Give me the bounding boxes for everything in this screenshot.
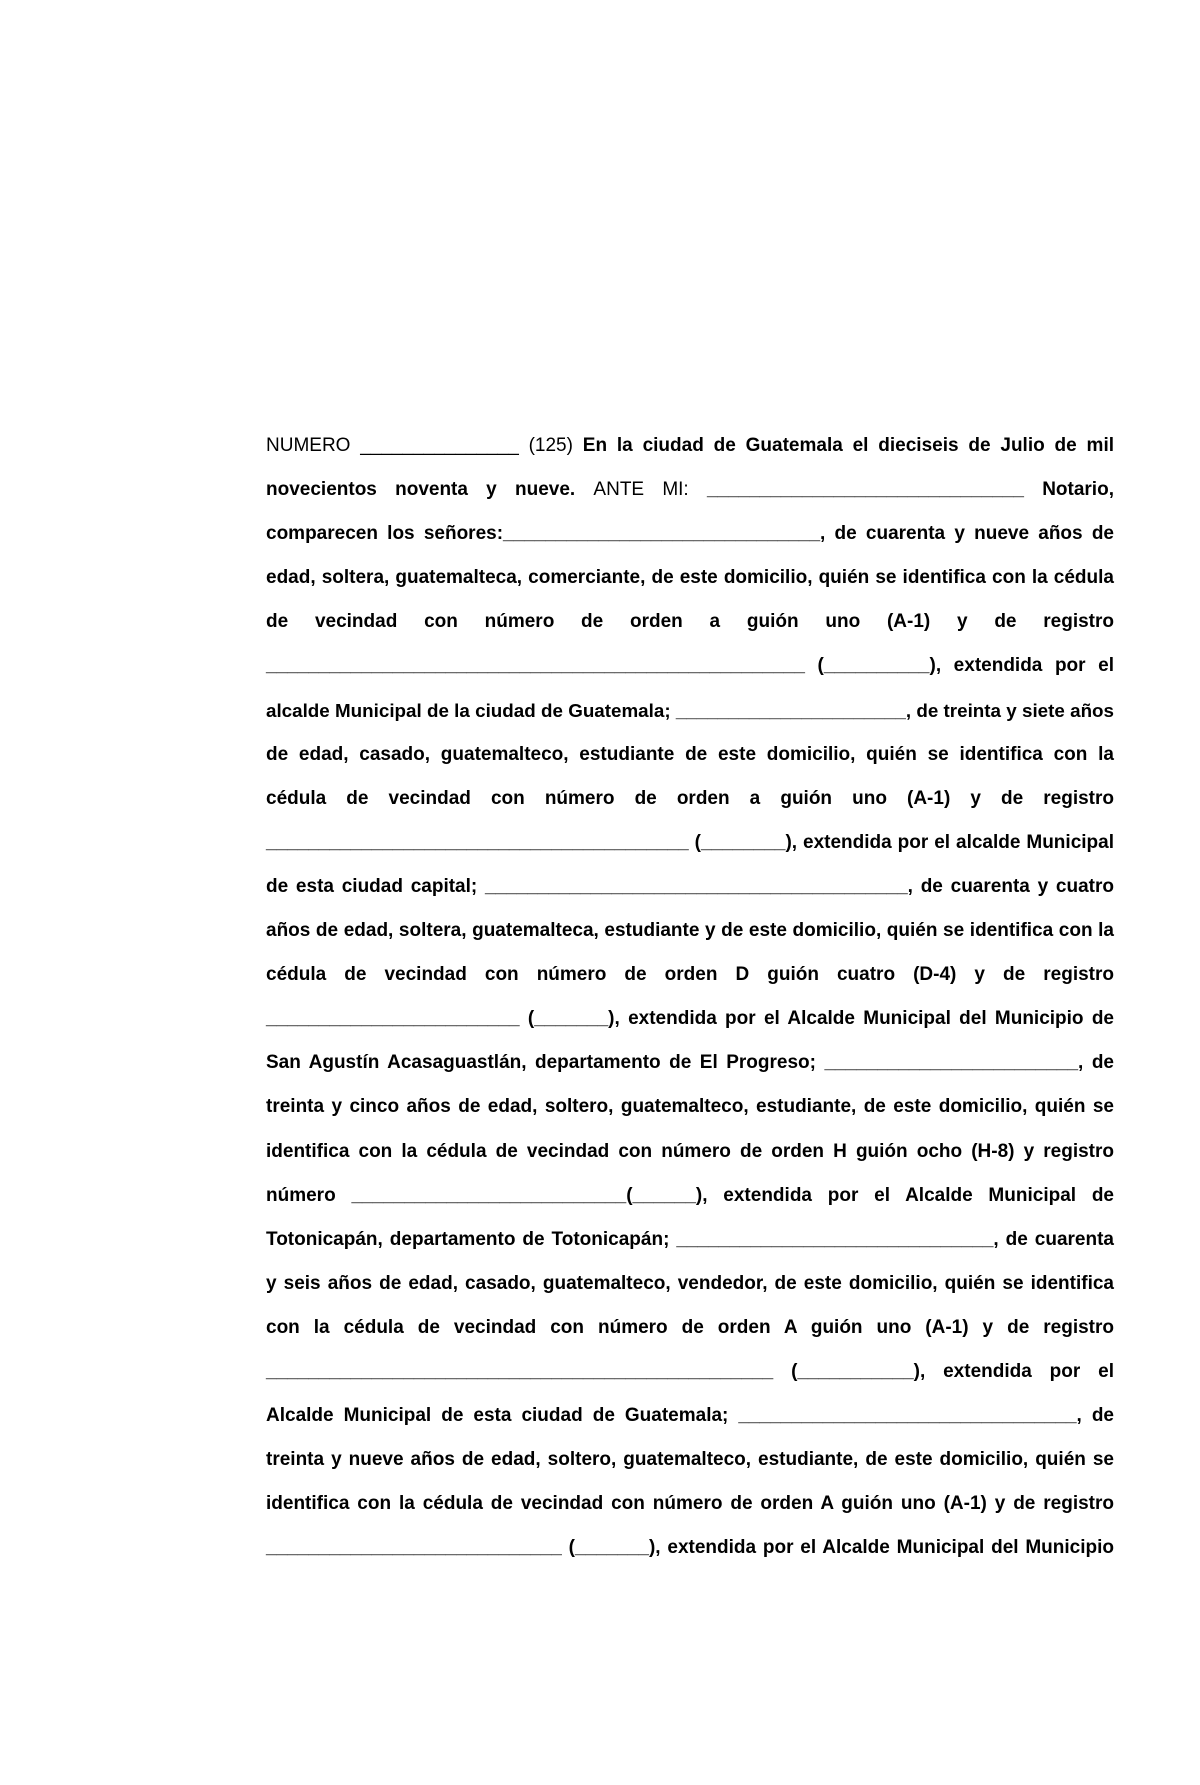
text-segment: identifica con la cédula de vecindad con número de orden A guión uno (A-1) y de registro	[266, 1493, 1114, 1515]
text-segment: Alcalde Municipal de esta ciudad de Guatemala; ________________________________, de	[266, 1405, 1114, 1427]
text-line	[266, 1306, 1114, 1350]
text-line	[266, 777, 1114, 821]
text-segment: novecientos noventa y nueve.	[266, 479, 594, 501]
text-segment: ________________________ (_______), extendida por el Alcalde Municipal del Municipio de	[266, 1008, 1114, 1030]
text-line	[266, 424, 1114, 468]
text-segment: San Agustín Acasaguastlán, departamento de El Progreso; ________________________, de	[266, 1052, 1114, 1074]
text-line	[266, 1350, 1114, 1394]
text-line	[266, 1174, 1114, 1218]
text-segment: de vecindad con número de orden a guión uno (A-1) y de registro	[266, 611, 1114, 633]
text-segment: ________________________________________ (________), extendida por el alcalde Municipal	[266, 831, 1114, 853]
text-segment: Totonicapán, departamento de Totonicapán; ______________________________, de cuarenta	[266, 1228, 1114, 1250]
text-line	[266, 468, 1114, 512]
text-segment: número __________________________(______), extendida por el Alcalde Municipal de	[266, 1184, 1114, 1206]
text-segment: cédula de vecindad con número de orden a guión uno (A-1) y de registro	[266, 787, 1114, 809]
text-segment: con la cédula de vecindad con número de orden A guión uno (A-1) y de registro	[266, 1316, 1114, 1338]
text-segment: ____________________________ (_______), extendida por el Alcalde Municipal del Municipio	[266, 1537, 1114, 1559]
text-line	[266, 1394, 1114, 1438]
text-segment: cédula de vecindad con número de orden D guión cuatro (D-4) y de registro	[266, 964, 1114, 986]
text-line	[266, 997, 1114, 1041]
text-line	[266, 1218, 1114, 1262]
text-line	[266, 953, 1114, 997]
text-line	[266, 1085, 1114, 1129]
text-line	[266, 1130, 1114, 1174]
text-segment: y seis años de edad, casado, guatemalteco, vendedor, de este domicilio, quién se identifica	[266, 1272, 1114, 1294]
text-segment: treinta y cinco años de edad, soltero, guatemalteco, estudiante, de este domicilio, quién se	[266, 1096, 1114, 1118]
text-segment: En la ciudad de Guatemala el dieciseis de Julio de mil	[582, 435, 1115, 456]
text-segment: ANTE MI:	[593, 479, 707, 501]
text-segment: ________________________________________________ (___________), extendida por el	[266, 1360, 1114, 1382]
text-line	[266, 909, 1114, 953]
text-line	[266, 556, 1114, 600]
text-line	[266, 733, 1114, 777]
text-line	[266, 644, 1114, 688]
document-body	[266, 424, 1114, 1570]
text-segment: treinta y nueve años de edad, soltero, guatemalteco, estudiante, de este domicilio, quién se	[266, 1449, 1114, 1471]
text-segment: edad, soltera, guatemalteca, comerciante, de este domicilio, quién se identifica con la cédula	[266, 567, 1114, 589]
text-segment: ______________________________ Notario,	[706, 479, 1114, 501]
text-segment: ___________________________________________________ (__________), extendida por el	[266, 655, 1114, 677]
text-line	[266, 1526, 1114, 1570]
text-line	[266, 1438, 1114, 1482]
text-segment: identifica con la cédula de vecindad con número de orden H guión ocho (H-8) y registro	[266, 1140, 1114, 1162]
text-segment: alcalde Municipal de la ciudad de Guatemala; ______________________, de treinta y siete años	[266, 699, 1114, 721]
text-segment: de edad, casado, guatemalteco, estudiante de este domicilio, quién se identifica con la	[266, 743, 1114, 765]
text-line	[266, 1041, 1114, 1085]
text-segment: comparecen los señores:______________________________, de cuarenta y nueve años de	[266, 523, 1114, 545]
text-line	[266, 821, 1114, 865]
text-segment: de esta ciudad capital; ________________________________________, de cuarenta y cuatro	[266, 875, 1114, 897]
text-line	[266, 1262, 1114, 1306]
text-line	[266, 600, 1114, 644]
text-segment: años de edad, soltera, guatemalteca, estudiante y de este domicilio, quién se identifica con la	[266, 920, 1114, 942]
text-line	[266, 865, 1114, 909]
text-line	[266, 1482, 1114, 1526]
text-line	[266, 512, 1114, 556]
text-segment: NUMERO _______________ (125)	[266, 435, 583, 456]
text-line	[266, 689, 1114, 733]
